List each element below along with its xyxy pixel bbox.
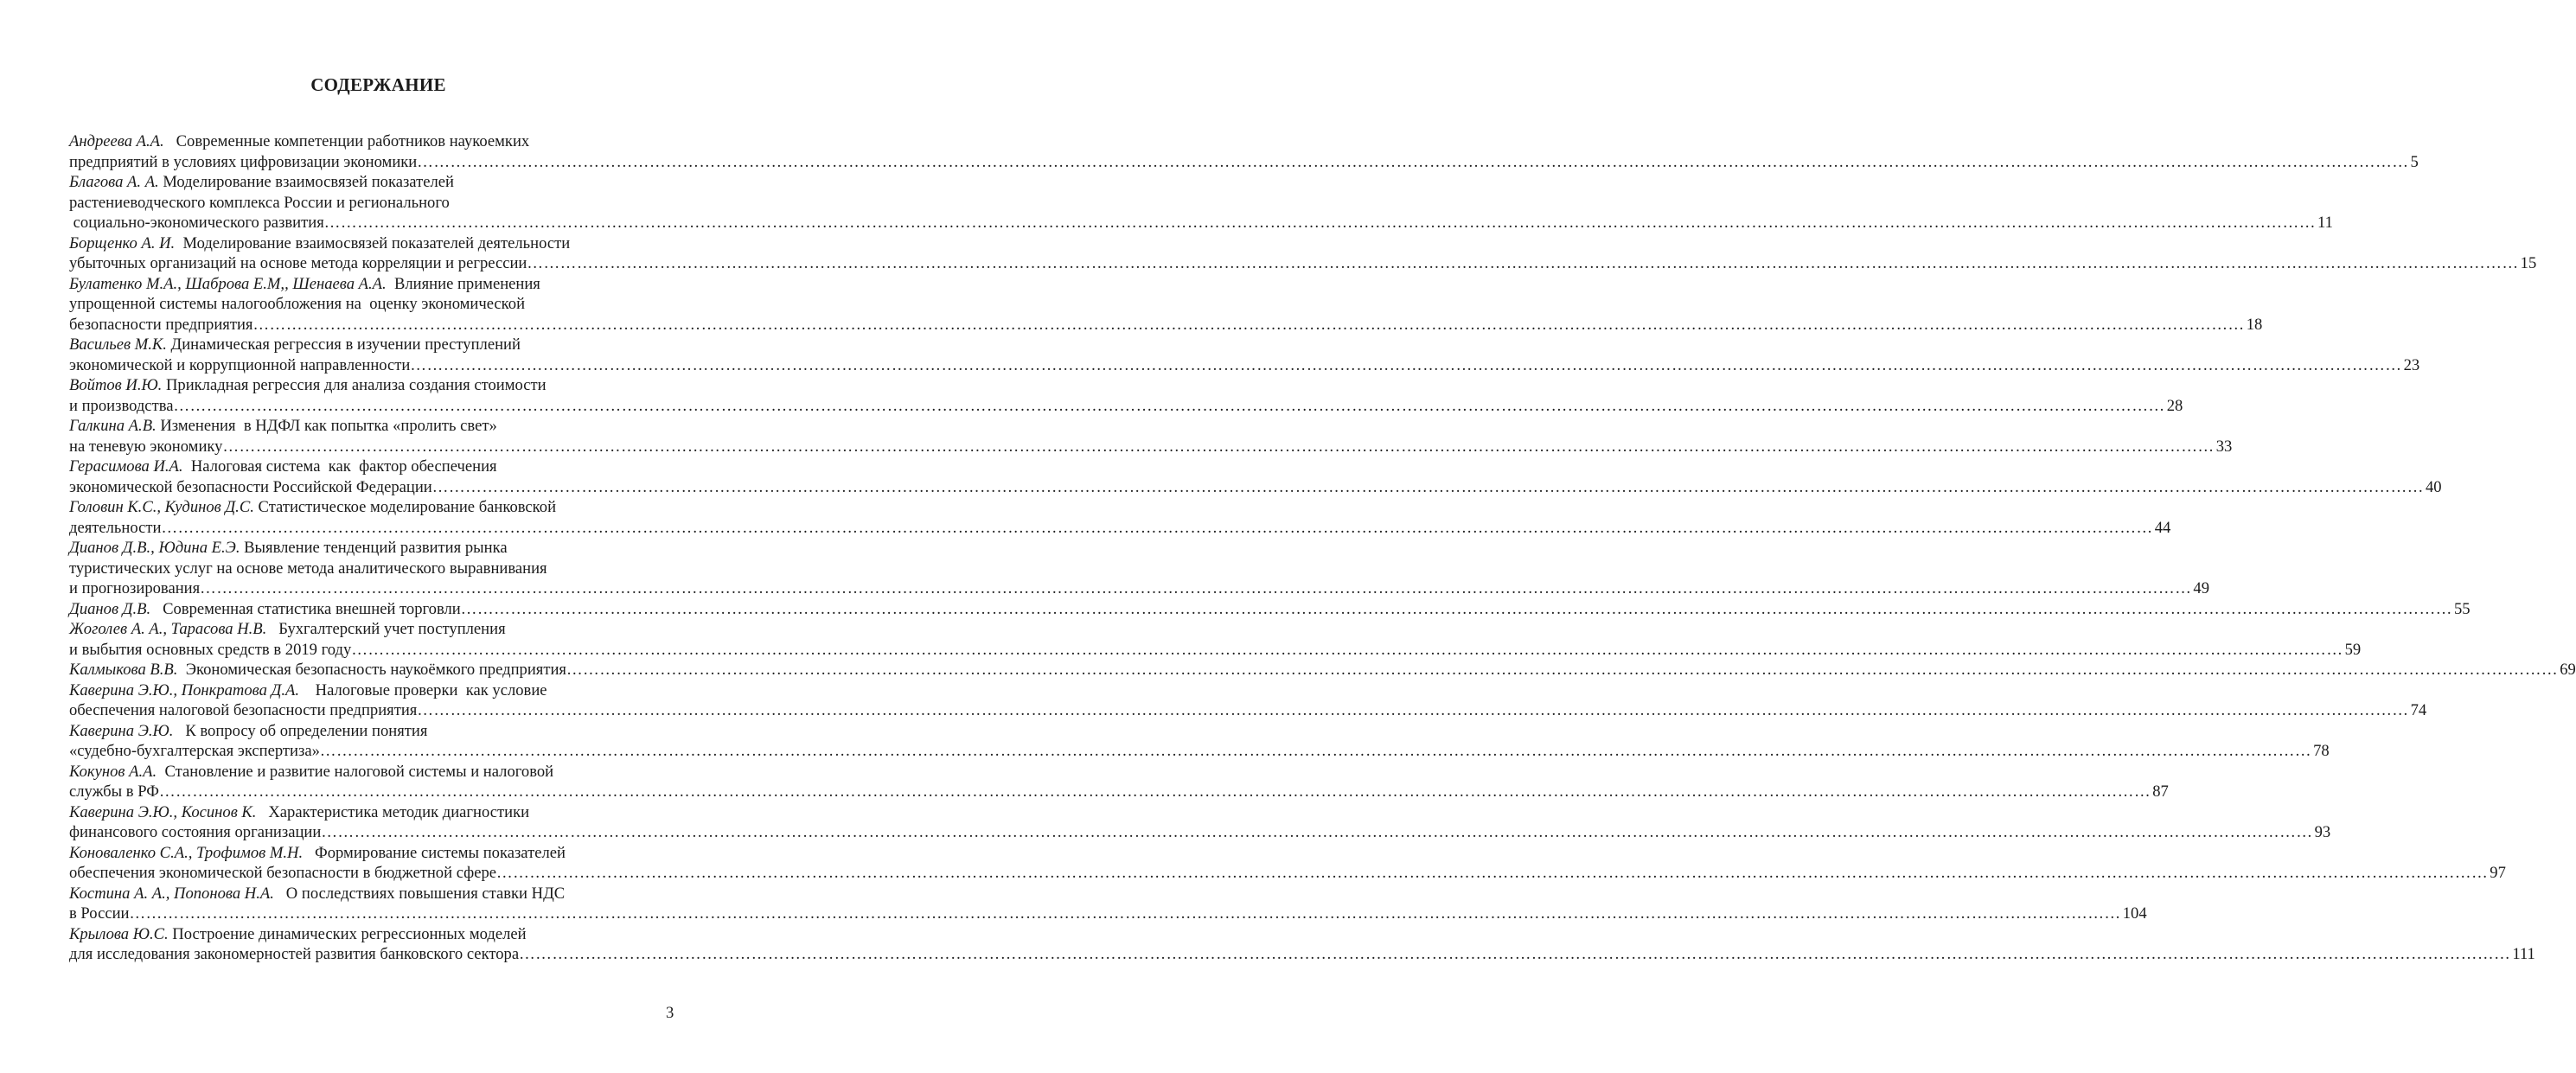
- toc-entry-text: [69, 578, 200, 599]
- toc-entry-text: [69, 173, 454, 191]
- toc-entry-title-text: и выбытия основных средств в 2019 году: [69, 640, 352, 659]
- dot-leader: ………………………………………………………………………………………………………………………………………………………………………………………………………………………………………………………………………………………………………………………………: [173, 396, 2165, 415]
- toc-entry-line: [69, 762, 683, 782]
- toc-entry-title-text: Прикладная регрессия для анализа создания стоимости: [162, 376, 547, 394]
- toc-entry-line: [69, 538, 683, 559]
- toc-entry-author: Коноваленко С.А., Трофимов М.Н.: [69, 843, 304, 862]
- toc-entry-title-text: Формирование системы показателей: [303, 843, 566, 862]
- toc-entry-text: [69, 152, 417, 173]
- toc-entry-title-text: Современные компетенции работников наукоемких: [163, 132, 530, 150]
- toc-entry-text: [69, 234, 570, 252]
- toc-entry-author: Крылова Ю.С.: [69, 924, 169, 943]
- dot-leader: ………………………………………………………………………………………………………………………………………………………………………………………………………………………………………………………………………………………………………………………………: [161, 518, 2153, 537]
- toc-entry-author: Каверина Э.Ю.: [69, 721, 174, 740]
- toc-entry-line: [69, 843, 683, 864]
- toc-entry-text: [69, 213, 324, 233]
- toc-entry: [69, 843, 2506, 884]
- toc-entry-line: [69, 802, 683, 823]
- toc-entry-text: [69, 599, 461, 620]
- toc-entry-page: 11: [2317, 214, 2333, 232]
- toc-entry-line: [69, 477, 2442, 498]
- toc-entry-text: [69, 822, 321, 843]
- toc-entry-line: [69, 233, 683, 254]
- dot-leader: ………………………………………………………………………………………………………………………………………………………………………………………………………………………………………………………………………………………………………………………………: [252, 315, 2245, 334]
- toc-entry-author: Головин К.С., Кудинов Д.С.: [69, 498, 254, 516]
- toc-entry-line: [69, 131, 683, 152]
- toc-entry-text: [69, 417, 497, 435]
- toc-entry-line: [69, 457, 683, 477]
- toc-entry-line: [69, 213, 2333, 233]
- toc-entry-text: [69, 660, 566, 680]
- toc-entry-text: [69, 782, 159, 802]
- toc-entry-line: [69, 944, 2535, 965]
- toc-entry-title-text: Изменения в НДФЛ как попытка «пролить свет»: [156, 417, 497, 435]
- toc-entry-text: [69, 194, 450, 212]
- dot-leader: ………………………………………………………………………………………………………………………………………………………………………………………………………………………………………………………………………………………………………………………………: [566, 661, 2559, 679]
- toc-entry-line: [69, 274, 683, 295]
- toc-entry-author: Дианов Д.В., Юдина Е.Э.: [69, 539, 240, 557]
- toc-entry-line: [69, 884, 683, 904]
- toc-entry-line: [69, 253, 2537, 274]
- toc-entry-text: [69, 700, 417, 721]
- toc-entry-title-text: Современная статистика внешней торговли: [150, 599, 461, 618]
- toc-entry-line: [69, 375, 683, 396]
- dot-leader: ………………………………………………………………………………………………………………………………………………………………………………………………………………………………………………………………………………………………………………………………: [496, 864, 2489, 882]
- toc-entry-title-text: финансового состояния организации: [69, 823, 322, 841]
- toc-entry-line: [69, 822, 2331, 843]
- toc-entry-title-text: Построение динамических регрессионных моделей: [168, 924, 527, 943]
- toc-entry-line: [69, 863, 2506, 884]
- toc-entry-title-text: деятельности: [69, 518, 162, 537]
- toc-entry: [69, 375, 2183, 416]
- toc-entry-title-text: туристических услуг на основе метода аналитического выравнивания: [69, 559, 547, 578]
- toc-entry-text: [69, 335, 521, 354]
- toc-entry-line: [69, 396, 2183, 417]
- toc-entry-title-text: и прогнозирования: [69, 579, 201, 597]
- toc-entry-author: Булатенко М.А., Шаброва Е.М,, Шенаева А.А.: [69, 274, 387, 293]
- toc-entry-author: Калмыкова В.В.: [69, 661, 178, 679]
- dot-leader: ………………………………………………………………………………………………………………………………………………………………………………………………………………………………………………………………………………………………………………………………: [410, 355, 2402, 374]
- toc-entry-text: [69, 844, 566, 862]
- dot-leader: ………………………………………………………………………………………………………………………………………………………………………………………………………………………………………………………………………………………………………………………………: [431, 477, 2424, 496]
- toc-entry-line: [69, 640, 2362, 661]
- dot-leader: ………………………………………………………………………………………………………………………………………………………………………………………………………………………………………………………………………………………………………………………………: [351, 640, 2343, 659]
- toc-entry-text: [69, 803, 529, 821]
- toc-entry-title-text: Характеристика методик диагностики: [256, 802, 530, 821]
- toc-entry-text: [69, 722, 427, 740]
- toc-entry-author: Галкина А.В.: [69, 417, 157, 435]
- page-title: СОДЕРЖАНИЕ: [310, 74, 446, 95]
- toc-entry-title-text: на теневую экономику: [69, 437, 223, 456]
- toc-entry-text: [69, 763, 553, 781]
- toc-entry: [69, 762, 2169, 802]
- toc-entry-title-text: Моделирование взаимосвязей показателей: [158, 173, 454, 191]
- toc-entry-line: [69, 172, 683, 193]
- toc-entry: [69, 233, 2537, 274]
- toc-entry-title-text: в России: [69, 904, 130, 923]
- toc-entry-text: [69, 355, 410, 376]
- toc-entry-line: [69, 518, 2171, 539]
- toc-entry-line: [69, 315, 2263, 335]
- toc-entry-line: [69, 782, 2169, 802]
- toc-entry-page: 74: [2410, 701, 2427, 719]
- toc-entry-text: [69, 539, 508, 557]
- toc-entry-page: 40: [2426, 477, 2442, 496]
- toc-entry-text: [69, 396, 173, 417]
- dot-leader: ………………………………………………………………………………………………………………………………………………………………………………………………………………………………………………………………………………………………………………………………: [460, 599, 2452, 618]
- page-number: 3: [666, 1004, 674, 1022]
- toc-entry-page: 5: [2410, 152, 2419, 171]
- toc-entry-author: Кокунов А.А.: [69, 762, 157, 781]
- dot-leader: ………………………………………………………………………………………………………………………………………………………………………………………………………………………………………………………………………………………………………………………………: [527, 254, 2519, 272]
- toc-entry-text: [69, 457, 497, 476]
- toc-entry-title-text: растениеводческого комплекса России и регионального: [69, 193, 450, 212]
- toc-entry-page: 111: [2512, 945, 2535, 963]
- toc-entry-title-text: Выявление тенденций развития рынка: [240, 539, 508, 557]
- toc-entry-page: 93: [2314, 823, 2331, 841]
- toc-entry-line: [69, 700, 2427, 721]
- dot-leader: ………………………………………………………………………………………………………………………………………………………………………………………………………………………………………………………………………………………………………………………………: [321, 823, 2313, 841]
- toc-entry-title-text: К вопросу об определении понятия: [173, 721, 428, 740]
- toc-entry-title-text: службы в РФ: [69, 782, 159, 801]
- toc-entry-page: 59: [2344, 640, 2362, 659]
- toc-entry-title-text: «судебно-бухгалтерская экспертиза»: [69, 742, 320, 760]
- toc-entry: [69, 538, 2209, 599]
- dot-leader: ………………………………………………………………………………………………………………………………………………………………………………………………………………………………………………………………………………………………………………………………: [519, 945, 2511, 963]
- toc-entry-title-text: и производства: [69, 396, 174, 415]
- toc-entry-title-text: О последствиях повышения ставки НДС: [273, 884, 566, 903]
- toc-entry-author: Каверина Э.Ю., Косинов К.: [69, 802, 257, 821]
- toc-entry-author: Дианов Д.В.: [69, 599, 151, 618]
- toc-entry-author: Борщенко А. И.: [69, 233, 176, 252]
- toc-entry-title-text: Экономическая безопасность наукоёмкого предприятия: [177, 661, 566, 679]
- toc-entry: [69, 924, 2535, 965]
- toc-entry-author: Благова А. А.: [69, 173, 159, 191]
- toc-entry-line: [69, 680, 683, 701]
- toc-entry-page: 55: [2454, 599, 2471, 618]
- toc-entry-line: [69, 497, 683, 518]
- dot-leader: ………………………………………………………………………………………………………………………………………………………………………………………………………………………………………………………………………………………………………………………………: [319, 742, 2312, 760]
- toc-entry-page: 15: [2520, 254, 2537, 272]
- dot-leader: ………………………………………………………………………………………………………………………………………………………………………………………………………………………………………………………………………………………………………………………………: [417, 701, 2409, 719]
- toc-entry-title-text: Моделирование взаимосвязей показателей деятельности: [175, 233, 571, 252]
- toc-entry-page: 44: [2154, 518, 2171, 537]
- toc-entry-text: [69, 253, 527, 274]
- toc-entry-text: [69, 295, 525, 313]
- toc-entry-line: [69, 721, 683, 742]
- toc-entry-title-text: Статистическое моделирование банковской: [253, 498, 557, 516]
- toc-entry-title-text: упрощенной системы налогообложения на оценку экономической: [69, 295, 526, 313]
- toc-entry-text: [69, 315, 252, 335]
- table-of-contents: [69, 131, 2576, 965]
- toc-entry-title-text: Влияние применения: [386, 274, 540, 293]
- toc-entry-text: [69, 559, 547, 578]
- toc-entry-line: [69, 152, 2419, 173]
- toc-entry-text: [69, 498, 556, 516]
- toc-entry-line: [69, 335, 683, 355]
- toc-entry-title-text: Налоговая система как фактор обеспечения: [182, 457, 497, 476]
- toc-entry: [69, 721, 2330, 762]
- toc-entry-author: Костина А. А., Попонова Н.А.: [69, 884, 274, 903]
- toc-entry-title-text: предприятий в условиях цифровизации экономики: [69, 152, 418, 171]
- toc-entry-page: 97: [2490, 864, 2506, 882]
- dot-leader: ………………………………………………………………………………………………………………………………………………………………………………………………………………………………………………………………………………………………………………………………: [129, 904, 2121, 923]
- toc-entry-text: [69, 681, 547, 699]
- toc-entry-page: 104: [2122, 904, 2147, 923]
- toc-entry-text: [69, 885, 565, 903]
- toc-entry-page: 23: [2403, 355, 2420, 374]
- toc-entry: [69, 274, 2263, 335]
- toc-entry-title-text: экономической и коррупционной направленности: [69, 355, 411, 374]
- toc-entry-text: [69, 437, 222, 457]
- toc-entry-author: Герасимова И.А.: [69, 457, 183, 476]
- toc-entry-title-text: Бухгалтерский учет поступления: [266, 620, 506, 638]
- toc-entry-line: [69, 559, 683, 579]
- toc-entry-author: Андреева А.А.: [69, 132, 164, 150]
- dot-leader: ………………………………………………………………………………………………………………………………………………………………………………………………………………………………………………………………………………………………………………………………: [158, 782, 2151, 801]
- toc-entry-title-text: экономической безопасности Российской Федерации: [69, 477, 432, 496]
- toc-entry: [69, 660, 2576, 680]
- toc-entry: [69, 457, 2442, 497]
- toc-entry-author: Каверина Э.Ю., Понкратова Д.А.: [69, 680, 300, 699]
- toc-entry-line: [69, 294, 683, 315]
- toc-entry: [69, 599, 2471, 620]
- toc-entry-line: [69, 741, 2330, 762]
- toc-entry-line: [69, 599, 2471, 620]
- toc-entry-text: [69, 944, 519, 965]
- toc-entry: [69, 416, 2233, 457]
- toc-entry: [69, 335, 2420, 375]
- toc-entry-title-text: для исследования закономерностей развития банковского сектора: [69, 945, 520, 963]
- toc-entry-line: [69, 578, 2209, 599]
- toc-entry-line: [69, 619, 683, 640]
- toc-entry-title-text: Динамическая регрессия в изучении преступлений: [166, 335, 521, 354]
- toc-entry-page: 18: [2246, 315, 2263, 334]
- toc-entry-text: [69, 904, 129, 924]
- toc-entry-text: [69, 620, 506, 638]
- toc-entry-text: [69, 477, 432, 498]
- toc-entry: [69, 619, 2362, 660]
- dot-leader: ………………………………………………………………………………………………………………………………………………………………………………………………………………………………………………………………………………………………………………………………: [222, 437, 2215, 456]
- toc-entry-line: [69, 904, 2147, 924]
- toc-entry-line: [69, 416, 683, 437]
- toc-entry-text: [69, 863, 496, 884]
- toc-entry: [69, 680, 2427, 721]
- toc-entry-text: [69, 741, 320, 762]
- dot-leader: ………………………………………………………………………………………………………………………………………………………………………………………………………………………………………………………………………………………………………………………………: [323, 214, 2317, 232]
- dot-leader: ………………………………………………………………………………………………………………………………………………………………………………………………………………………………………………………………………………………………………………………………: [200, 579, 2192, 597]
- toc-entry: [69, 172, 2333, 233]
- toc-entry-title-text: Становление и развитие налоговой системы и налоговой: [157, 762, 554, 781]
- toc-entry-title-text: убыточных организаций на основе метода корреляции и регрессии: [69, 254, 527, 272]
- toc-entry-line: [69, 437, 2233, 457]
- toc-entry-author: Жоголев А. А., Тарасова Н.В.: [69, 620, 267, 638]
- toc-entry-line: [69, 660, 2576, 680]
- toc-entry-title-text: Налоговые проверки как условие: [299, 680, 547, 699]
- toc-entry: [69, 131, 2419, 172]
- toc-entry: [69, 497, 2171, 538]
- toc-entry-page: 69: [2560, 661, 2576, 679]
- toc-entry-text: [69, 132, 529, 150]
- toc-entry-title-text: социально-экономического развития: [69, 214, 324, 232]
- toc-entry-text: [69, 376, 547, 394]
- toc-entry: [69, 802, 2331, 843]
- toc-entry-title-text: безопасности предприятия: [69, 315, 253, 334]
- toc-entry-text: [69, 275, 540, 293]
- toc-entry-title-text: обеспечения экономической безопасности в бюджетной сфере: [69, 864, 497, 882]
- dot-leader: ………………………………………………………………………………………………………………………………………………………………………………………………………………………………………………………………………………………………………………………………: [417, 152, 2409, 171]
- toc-entry-author: Войтов И.Ю.: [69, 376, 163, 394]
- toc-entry-title-text: обеспечения налоговой безопасности предприятия: [69, 701, 418, 719]
- toc-entry-line: [69, 924, 683, 945]
- toc-entry-page: 49: [2193, 579, 2209, 597]
- toc-entry-text: [69, 925, 527, 943]
- toc-entry-line: [69, 355, 2420, 376]
- toc-entry-text: [69, 640, 351, 661]
- toc-entry-page: 87: [2152, 782, 2169, 801]
- toc-entry-author: Васильев М.К.: [69, 335, 167, 354]
- toc-entry-page: 78: [2313, 742, 2330, 760]
- toc-entry: [69, 884, 2147, 924]
- toc-entry-text: [69, 518, 161, 539]
- toc-entry-line: [69, 193, 683, 214]
- toc-entry-page: 33: [2215, 437, 2233, 456]
- toc-entry-page: 28: [2166, 396, 2183, 415]
